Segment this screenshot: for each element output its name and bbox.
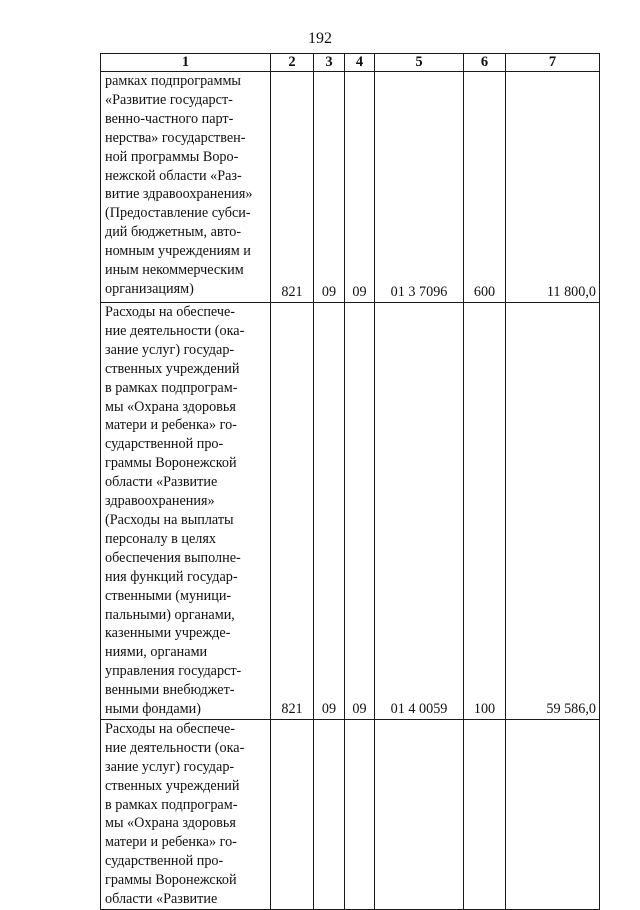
cell-amount: 59 586,0 bbox=[506, 303, 600, 720]
cell-section: 09 bbox=[314, 72, 345, 303]
description-line: номным учреждениям и bbox=[105, 243, 251, 260]
description-line: области «Развитие bbox=[105, 891, 218, 908]
header-col-5: 5 bbox=[375, 54, 464, 72]
description-line: области «Развитие bbox=[105, 474, 218, 491]
table-row bbox=[101, 72, 600, 303]
header-col-4: 4 bbox=[345, 54, 375, 72]
header-col-7: 7 bbox=[506, 54, 600, 72]
description-line: в рамках подпрограм- bbox=[105, 796, 238, 813]
description-line: в рамках подпрограм- bbox=[105, 379, 238, 396]
header-col-6: 6 bbox=[464, 54, 506, 72]
description-line: обеспечения выполне- bbox=[105, 549, 241, 566]
description-line: (Расходы на выплаты bbox=[105, 511, 234, 528]
description-line: граммы Воронежской bbox=[105, 455, 237, 472]
table-row bbox=[101, 303, 600, 720]
cell-expense-type: 600 bbox=[464, 72, 506, 303]
description-line: дий бюджетным, авто- bbox=[105, 224, 242, 241]
cell-target-article bbox=[375, 719, 464, 909]
cell-ministry-code: 821 bbox=[271, 303, 314, 720]
description-line: ными фондами) bbox=[105, 701, 201, 718]
description-line: управления государст- bbox=[105, 663, 242, 680]
header-col-2: 2 bbox=[271, 54, 314, 72]
cell-section bbox=[314, 719, 345, 909]
cell-ministry-code: 821 bbox=[271, 72, 314, 303]
description-line: (Предоставление субси- bbox=[105, 205, 251, 222]
description-line: нежской области «Раз- bbox=[105, 167, 242, 184]
description-line: сударственной про- bbox=[105, 436, 224, 453]
description-line: персоналу в целях bbox=[105, 530, 216, 547]
description-line: Расходы на обеспече- bbox=[105, 304, 236, 320]
description-line: ние деятельности (ока- bbox=[105, 739, 245, 756]
cell-subsection: 09 bbox=[345, 303, 375, 720]
row-description bbox=[101, 719, 271, 909]
description-line: нерства» государствен- bbox=[105, 129, 246, 146]
description-line: мы «Охрана здоровья bbox=[105, 815, 236, 832]
description-line: рамках подпрограммы bbox=[105, 73, 241, 89]
row-description bbox=[101, 72, 271, 303]
cell-expense-type: 100 bbox=[464, 303, 506, 720]
description-line: ственных учреждений bbox=[105, 360, 240, 377]
cell-amount bbox=[506, 719, 600, 909]
description-line: витие здравоохранения» bbox=[105, 186, 253, 203]
description-line: венными внебюджет- bbox=[105, 682, 235, 699]
description-line: организациям) bbox=[105, 280, 194, 297]
description-line: ственных учреждений bbox=[105, 777, 240, 794]
page-number: 192 bbox=[308, 30, 332, 47]
budget-table bbox=[100, 53, 600, 910]
cell-subsection: 09 bbox=[345, 72, 375, 303]
row-description bbox=[101, 303, 271, 720]
cell-section: 09 bbox=[314, 303, 345, 720]
cell-amount: 11 800,0 bbox=[506, 72, 600, 303]
description-line: граммы Воронежской bbox=[105, 872, 237, 889]
description-line: матери и ребенка» го- bbox=[105, 834, 237, 851]
cell-target-article: 01 3 7096 bbox=[375, 72, 464, 303]
header-row bbox=[101, 54, 600, 72]
description-line: казенными учрежде- bbox=[105, 625, 231, 642]
description-line: ние деятельности (ока- bbox=[105, 322, 245, 339]
table-row bbox=[101, 719, 600, 909]
description-line: зание услуг) государ- bbox=[105, 341, 235, 358]
description-line: ния функций государ- bbox=[105, 568, 238, 585]
header-col-3: 3 bbox=[314, 54, 345, 72]
description-line: пальными) органами, bbox=[105, 606, 235, 623]
description-line: мы «Охрана здоровья bbox=[105, 398, 236, 415]
cell-expense-type bbox=[464, 719, 506, 909]
cell-ministry-code bbox=[271, 719, 314, 909]
description-line: сударственной про- bbox=[105, 853, 224, 870]
description-line: зание услуг) государ- bbox=[105, 758, 235, 775]
description-line: матери и ребенка» го- bbox=[105, 417, 237, 434]
description-line: здравоохранения» bbox=[105, 493, 215, 510]
header-col-1: 1 bbox=[101, 54, 271, 72]
description-line: иным некоммерческим bbox=[105, 262, 244, 279]
cell-subsection bbox=[345, 719, 375, 909]
description-line: венно-частного парт- bbox=[105, 110, 234, 127]
description-line: ниями, органами bbox=[105, 644, 208, 661]
description-line: Расходы на обеспече- bbox=[105, 720, 236, 737]
cell-target-article: 01 4 0059 bbox=[375, 303, 464, 720]
description-line: ной программы Воро- bbox=[105, 148, 239, 165]
description-line: «Развитие государст- bbox=[105, 91, 233, 108]
description-line: ственными (муници- bbox=[105, 587, 232, 604]
